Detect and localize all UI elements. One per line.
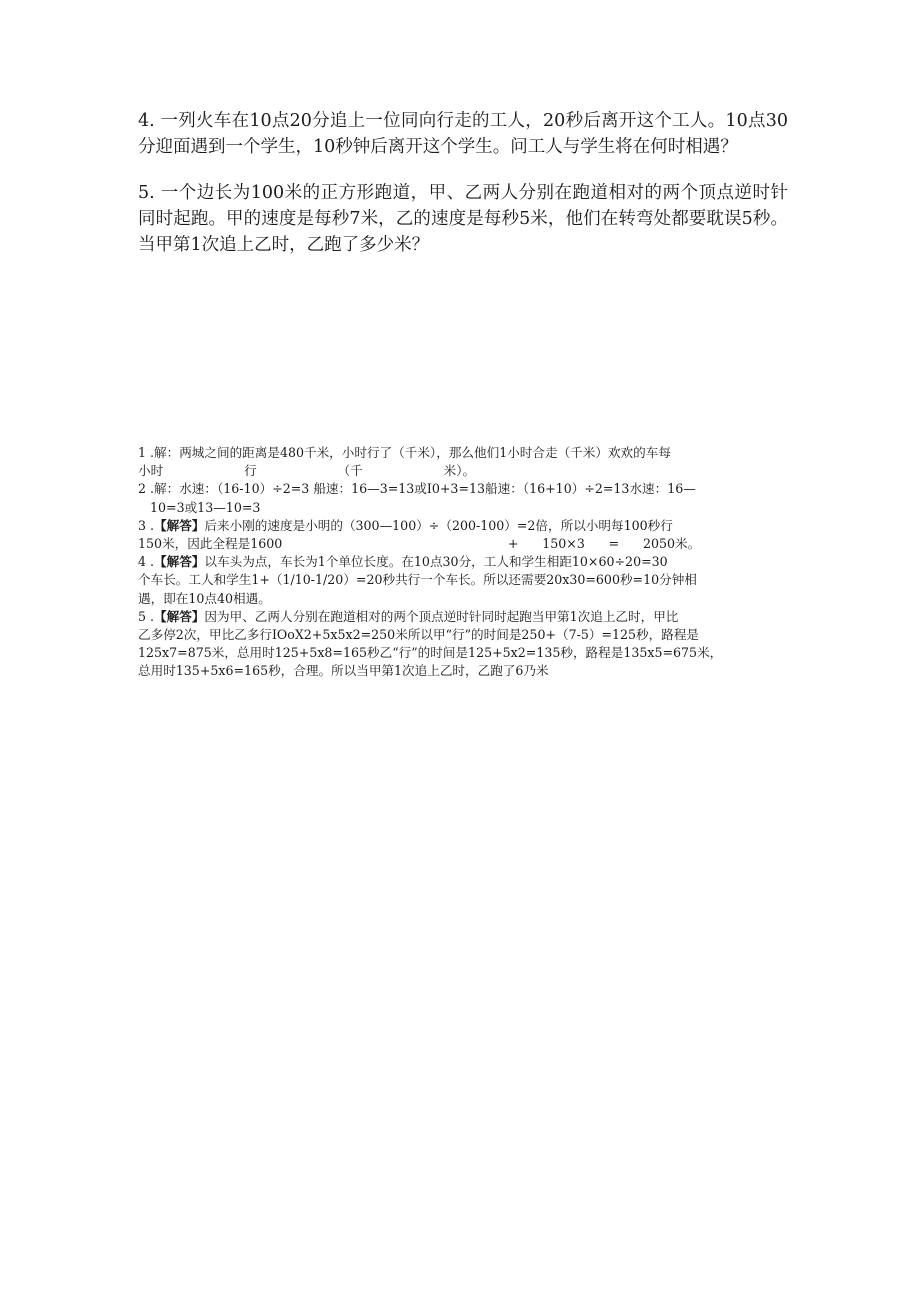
answer-1-line-2-part-4: 米）。 [443,463,476,479]
answer-3 [138,517,786,553]
answer-2 [138,480,786,516]
answer-1-line-1: 1 .解：两城之间的距离是480千米，小时行了（千米），那么他们1小时合走（千米）欢欢的车每 [138,445,671,460]
answer-5-line-1 [138,608,786,626]
answer-5-line-1-text: 因为甲、乙两人分别在跑道相对的两个顶点逆时针同时起跑当甲第1次追上乙时，甲比 [204,608,679,624]
answer-4-tag: 【解答】 [154,554,205,570]
answer-5 [138,608,786,681]
answer-4-line-1-text: 以车头为点，车长为1个单位长度。在10点30分，工人和学生相距10×60÷20=30 [204,554,668,570]
answer-4-line-2: 个车长。工人和学生1+（1/10-1/20）=20秒共行一个车长。所以还需要20x30=600秒=10分钟相 [138,572,697,588]
answer-5-prefix: 5 . [138,608,155,624]
answer-1 [138,444,786,480]
answer-4 [138,553,786,608]
answer-list [138,444,786,681]
answer-3-tag: 【解答】 [154,517,205,533]
answer-3-line-1 [138,517,786,535]
answer-3-line-2-part-4: = [608,536,620,552]
answer-3-line-1-text: 后来小刚的速度是小明的（300—100）÷（200-100）=2倍，所以小明每100秒行 [204,517,673,533]
problem-list [138,108,788,278]
answer-3-line-2-part-1: 150米，因此全程是1600 [138,536,283,552]
answer-2-line-2: 10=3或13—10=3 [150,499,261,515]
problem-4: 4. 一列火车在10点20分追上一位同向行走的工人，20秒后离开这个工人。10点30分迎面遇到一个学生，10秒钟后离开这个学生。问工人与学生将在何时相遇？ [138,111,788,157]
answer-4-prefix: 4 . [138,554,155,570]
answer-5-line-2: 乙多停2次，甲比乙多行IOoX2+5x5x2=250米所以甲“行”的时间是250+（7-5）=125秒，路程是 [138,627,700,643]
answer-4-line-3: 遇，即在10点40相遇。 [138,590,271,606]
answer-5-line-3: 125x7=875米，总用时125+5x8=165秒乙“行”的时间是125+5x2=135秒，路程是135x5=675米， [138,645,723,661]
answer-1-line-2-part-2: 行 [244,463,257,479]
answer-1-line-2 [138,462,786,480]
answer-5-line-4: 总用时135+5x6=165秒，合理。所以当甲第1次追上乙时，乙跑了6乃米 [138,663,549,679]
answer-3-line-2 [138,535,786,553]
problem-5: 5. 一个边长为100米的正方形跑道，甲、乙两人分别在跑道相对的两个顶点逆时针同时起跑。甲的速度是每秒7米，乙的速度是每秒5米，他们在转弯处都要耽误5秒。当甲第1次追上乙时，乙跑了多少米？ [138,183,788,255]
answer-3-line-2-part-5: 2050米。 [643,536,701,552]
answer-1-line-2-part-1: 小时 [138,463,164,479]
answer-1-line-2-part-3: （千 [337,463,363,479]
answer-3-prefix: 3 . [138,517,155,533]
answer-5-tag: 【解答】 [154,608,205,624]
answer-4-line-1 [138,553,786,571]
answer-3-line-2-part-3: 150×3 [542,536,585,552]
answer-2-line-1: 2 .解：水速：（16-10）÷2=3 船速：16—3=13或I0+3=13船速：（16+10）÷2=13水速：16— [138,481,696,497]
answer-3-line-2-part-2: + [507,536,519,552]
